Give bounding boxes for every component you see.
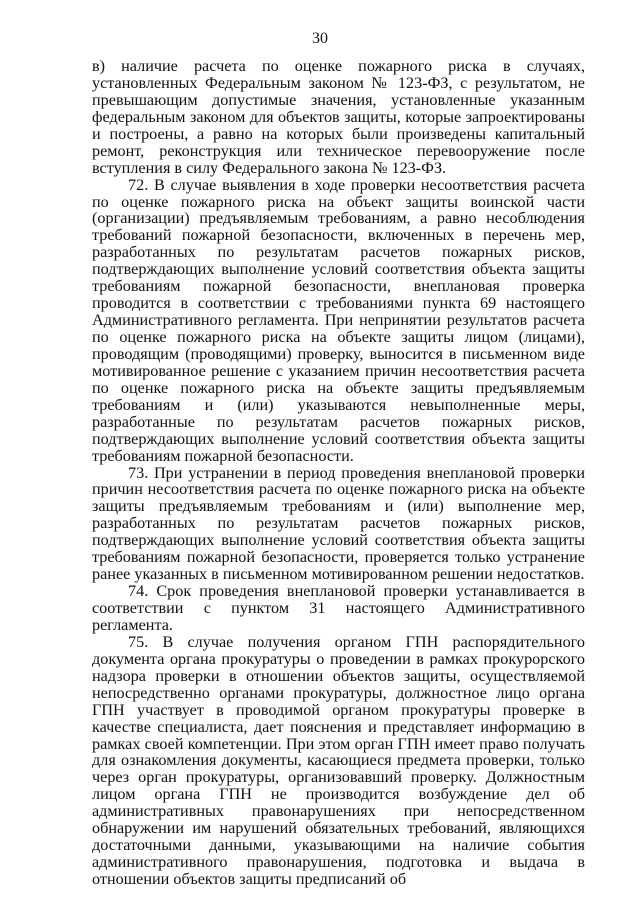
paragraph-73: 73. При устранении в период проведения внеплановой проверки причин несоответствия расчета по оценке пожарного риска на объекте защиты предъявляемым требованиям и (или) выполнение мер, разработанных по результатам расчетов пожарных рисков, подтверждающих выполнение условий соответствия объекта защиты требованиям пожарной безопасности, проверяется только устранение ранее указанных в письменном мотивированном решении недостатков.	[92, 463, 585, 584]
paragraph-74: 74. Срок проведения внеплановой проверки устанавливается в соответствии с пунктом 31 настоящего Административного регламента.	[92, 582, 585, 634]
paragraph-71v: в) наличие расчета по оценке пожарного риска в случаях, установленных Федеральным законом № 123-ФЗ, с результатом, не превышающим допустимые значения, установленные указанным федеральным законом для объектов защиты, которые запроектированы и построены, а равно на которых были произведены капитальный ремонт, реконструкция или техническое перевооружение после вступления в силу Федерального закона № 123-ФЗ.	[92, 57, 585, 177]
page-number: 30	[312, 30, 328, 47]
paragraph-75: 75. В случае получения органом ГПН распорядительного документа органа прокуратуры о проведении в рамках прокурорского надзора проверки в отношении объектов защиты, осуществляемой непосредственно органами прокуратуры, должностное лицо органа ГПН участвует в проводимой органом прокуратуры проверке в качестве специалиста, дает пояснения и представляет информацию в рамках своей компетенции. При этом орган ГПН имеет право получать для ознакомления документы, касающиеся предмета проверки, только через орган прокуратуры, организовавший проверку. Должностным лицом органа ГПН не производится возбуждение дел об административных правонарушениях при непосредственном обнаружении им нарушений обязательных требований, являющихся достаточными данными, указывающими на наличие события административного правонарушения, подготовка и выдача в отношении объектов защиты предписаний об	[92, 632, 585, 888]
paragraph-72: 72. В случае выявления в ходе проверки несоответствия расчета по оценке пожарного риска на объект защиты воинской части (организации) предъявляемым требованиям, а равно несоблюдения требований пожарной безопасности, включенных в перечень мер, разработанных по результатам расчетов пожарных рисков, подтверждающих выполнение условий соответствия объекта защиты требованиям пожарной безопасности, внеплановая проверка проводится в соответствии с требованиями пункта 69 настоящего Административного регламента. При непринятии результатов расчета по оценке пожарного риска на объекте защиты лицом (лицами), проводящим (проводящими) проверку, выносится в письменном виде мотивированное решение с указанием причин несоответствия расчета по оценке пожарного риска на объекте защиты предъявляемым требованиям и (или) указываются невыполненные меры, разработанные по результатам расчетов пожарных рисков, подтверждающих выполнение условий соответствия объекта защиты требованиям пожарной безопасности.	[92, 175, 585, 465]
document-body	[92, 58, 585, 888]
